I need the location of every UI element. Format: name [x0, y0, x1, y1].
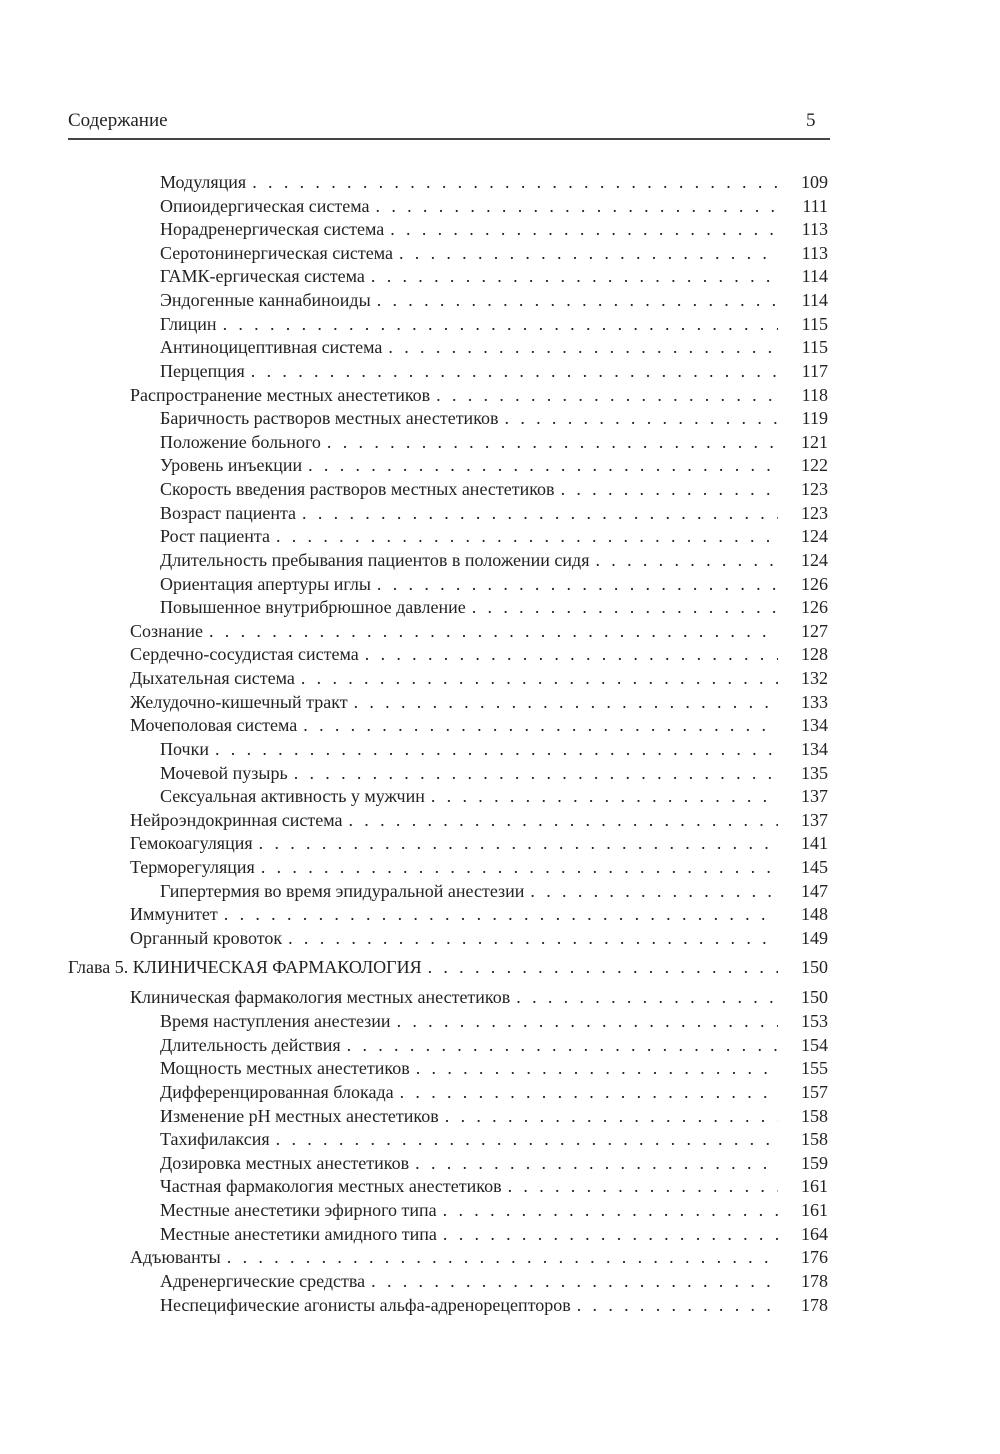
toc-entry-page: 159 — [801, 1152, 828, 1173]
toc-entry — [130, 926, 828, 950]
dot-leader — [259, 831, 778, 855]
toc-entry-label: Терморегуляция — [130, 856, 255, 877]
dot-leader — [365, 642, 778, 666]
toc-entry-page: 158 — [801, 1105, 828, 1126]
toc-entry — [160, 406, 828, 430]
toc-entry-page: 111 — [802, 195, 828, 216]
toc-entry — [160, 572, 828, 596]
dot-leader — [508, 1174, 778, 1198]
toc-entry — [160, 264, 828, 288]
toc-entry-label: Скорость введения растворов местных анестетиков — [160, 479, 555, 500]
toc-entry — [160, 1009, 828, 1033]
toc-entry-label: Мочевой пузырь — [160, 762, 288, 783]
toc-entry-page: 148 — [801, 904, 828, 925]
dot-leader — [516, 985, 778, 1009]
dot-leader — [377, 572, 778, 596]
toc-entry-page: 124 — [801, 526, 828, 547]
toc-entry — [160, 1127, 828, 1151]
dot-leader — [397, 1009, 778, 1033]
toc-entry-page: 135 — [801, 762, 828, 783]
toc-entry-page: 127 — [801, 620, 828, 641]
toc-entry-label: Гипертермия во время эпидуральной анестезии — [160, 880, 525, 901]
dot-leader — [223, 312, 778, 336]
dot-leader — [294, 761, 778, 785]
toc-entry-page: 134 — [801, 715, 828, 736]
toc-entry-page: 164 — [801, 1223, 828, 1244]
toc-entry — [160, 1033, 828, 1057]
toc-entry-page: 147 — [801, 880, 828, 901]
running-header-title: Содержание — [68, 110, 168, 131]
toc-entry-page: 176 — [801, 1247, 828, 1268]
toc-entry — [160, 879, 828, 903]
toc-entry — [130, 713, 828, 737]
toc-entry-page: 133 — [801, 691, 828, 712]
toc-entry-label: Длительность пребывания пациентов в положении сидя — [160, 549, 590, 570]
dot-leader — [472, 595, 778, 619]
toc-entry — [160, 1198, 828, 1222]
toc-entry-label: Опиоидергическая система — [160, 195, 370, 216]
toc-entry-page: 128 — [801, 644, 828, 665]
toc-entry — [160, 501, 828, 525]
dot-leader — [416, 1056, 778, 1080]
toc-entry — [160, 1151, 828, 1175]
toc-entry-page: 150 — [801, 957, 828, 978]
dot-leader — [302, 501, 778, 525]
toc-entry-page: 126 — [801, 597, 828, 618]
toc-entry-page: 150 — [801, 987, 828, 1008]
toc-entry-label: Ориентация апертуры иглы — [160, 573, 371, 594]
dot-leader — [561, 477, 778, 501]
dot-leader — [376, 194, 778, 218]
toc-entry-page: 154 — [801, 1034, 828, 1055]
toc-entry-label: Глицин — [160, 313, 217, 334]
toc-entry-label: Сексуальная активность у мужчин — [160, 786, 425, 807]
toc-entry-label: Частная фармакология местных анестетиков — [160, 1176, 502, 1197]
dot-leader — [308, 453, 778, 477]
dot-leader — [227, 1245, 778, 1269]
dot-leader — [303, 713, 778, 737]
dot-leader — [399, 241, 778, 265]
toc-entry-label: Дозировка местных анестетиков — [160, 1152, 410, 1173]
toc-entry-page: 141 — [801, 833, 828, 854]
toc-entry — [130, 383, 828, 407]
toc-entry-page: 114 — [801, 266, 828, 287]
toc-entry-page: 153 — [801, 1011, 828, 1032]
toc-entry-page: 132 — [801, 668, 828, 689]
toc-entry-label: Возраст пациента — [160, 502, 297, 523]
toc-entry-page: 178 — [801, 1270, 828, 1291]
dot-leader — [388, 335, 778, 359]
dot-leader — [301, 666, 778, 690]
dot-leader — [215, 737, 778, 761]
toc-entry-label: Мощность местных анестетиков — [160, 1058, 410, 1079]
toc-entry-page: 123 — [801, 502, 828, 523]
toc-entry-page: 149 — [801, 927, 828, 948]
toc-entry — [130, 619, 828, 643]
toc-entry-label: Местные анестетики амидного типа — [160, 1223, 437, 1244]
toc-entry-page: 137 — [801, 786, 828, 807]
dot-leader — [400, 1080, 778, 1104]
dot-leader — [276, 1127, 778, 1151]
toc-entry — [160, 784, 828, 808]
dot-leader — [224, 902, 778, 926]
toc-entry-label: Повышенное внутрибрюшное давление — [160, 597, 466, 618]
dot-leader — [390, 217, 778, 241]
dot-leader — [327, 430, 778, 454]
toc-entry-page: 157 — [801, 1081, 828, 1102]
dot-leader — [347, 1033, 778, 1057]
toc-entry-label: Изменение pH местных анестетиков — [160, 1105, 439, 1126]
toc-entry-label: Тахифилаксия — [160, 1129, 270, 1150]
toc-entry — [160, 1293, 828, 1317]
toc-entry — [160, 1104, 828, 1128]
toc-entry-label: Клиническая фармакология местных анестетиков — [130, 987, 511, 1008]
dot-leader — [530, 879, 778, 903]
toc-entry — [130, 902, 828, 926]
dot-leader — [349, 808, 779, 832]
dot-leader — [443, 1198, 778, 1222]
toc-entry-label: ГАМК-ергическая система — [160, 266, 365, 287]
toc-entry-label: Местные анестетики эфирного типа — [160, 1200, 437, 1221]
toc-entry-page: 178 — [801, 1294, 828, 1315]
dot-leader — [371, 1269, 778, 1293]
toc-entry — [160, 737, 828, 761]
toc-entry — [130, 690, 828, 714]
toc-chapter — [68, 955, 828, 979]
dot-leader — [428, 955, 778, 979]
toc-entry-label: Дыхательная система — [130, 668, 295, 689]
toc-entry-label: Органный кровоток — [130, 927, 283, 948]
dot-leader — [505, 406, 778, 430]
toc-entry — [130, 642, 828, 666]
toc-entry — [160, 359, 828, 383]
toc-entry-page: 121 — [801, 431, 828, 452]
toc-entry — [160, 761, 828, 785]
dot-leader — [209, 619, 778, 643]
toc-entry-label: Гемокоагуляция — [130, 833, 253, 854]
toc-entry-label: Дифференцированная блокада — [160, 1081, 394, 1102]
toc-entry — [130, 831, 828, 855]
dot-leader — [276, 524, 778, 548]
toc-entry — [160, 312, 828, 336]
toc-entry-label: Почки — [160, 738, 209, 759]
toc-entry — [160, 524, 828, 548]
dot-leader — [251, 359, 778, 383]
toc-entry-page: 118 — [801, 384, 828, 405]
toc-entry-label: Длительность действия — [160, 1034, 341, 1055]
toc-entry-page: 126 — [801, 573, 828, 594]
toc-entry-label: Адренергические средства — [160, 1270, 366, 1291]
toc-entry — [160, 335, 828, 359]
toc-entry — [160, 1174, 828, 1198]
toc-entry-label: Баричность растворов местных анестетиков — [160, 408, 499, 429]
toc-entry-label: Эндогенные каннабиноиды — [160, 290, 371, 311]
toc-entry — [130, 808, 828, 832]
dot-leader — [371, 264, 778, 288]
dot-leader — [445, 1104, 778, 1128]
toc-entry-page: 134 — [801, 738, 828, 759]
toc-entry — [160, 1080, 828, 1104]
page-number: 5 — [806, 110, 816, 131]
toc-entry-label: Иммунитет — [130, 904, 218, 925]
toc-entry-page: 161 — [801, 1200, 828, 1221]
toc-entry — [160, 595, 828, 619]
toc-entry-page: 117 — [801, 360, 828, 381]
toc-entry-page: 109 — [801, 172, 828, 192]
toc-entry-page: 155 — [801, 1058, 828, 1079]
toc-entry-page: 122 — [801, 455, 828, 476]
toc-entry-label: Сознание — [130, 620, 203, 641]
dot-leader — [288, 926, 778, 950]
toc-entry-label: Распространение местных анестетиков — [130, 384, 431, 405]
toc-entry-label: Неспецифические агонисты альфа-адренорецепторов — [160, 1294, 571, 1315]
toc-entry-label: Норадренергическая система — [160, 219, 385, 240]
toc-entry — [160, 1056, 828, 1080]
dot-leader — [577, 1293, 778, 1317]
toc-entry-label: Уровень инъекции — [160, 455, 303, 476]
toc-entry-page: 114 — [801, 290, 828, 311]
toc-entry-label: Модуляция — [160, 172, 247, 192]
toc-entry-label: Время наступления анестезии — [160, 1011, 391, 1032]
toc-entry-label: Глава 5. КЛИНИЧЕСКАЯ ФАРМАКОЛОГИЯ — [68, 957, 422, 978]
dot-leader — [415, 1151, 778, 1175]
toc-entry-label: Положение больного — [160, 431, 321, 452]
toc-entry — [160, 1269, 828, 1293]
toc-entry-label: Антиноцицептивная система — [160, 337, 383, 358]
toc-entry — [130, 1245, 828, 1269]
toc-entry-page: 124 — [801, 549, 828, 570]
toc-entry — [160, 453, 828, 477]
toc-entry-label: Адъюванты — [130, 1247, 221, 1268]
toc-entry — [160, 170, 828, 194]
dot-leader — [377, 288, 778, 312]
toc-entry — [160, 1222, 828, 1246]
toc-entry — [130, 985, 828, 1009]
toc-entry-page: 115 — [801, 313, 828, 334]
toc-entry-page: 158 — [801, 1129, 828, 1150]
dot-leader — [252, 170, 778, 194]
toc-entry-page: 161 — [801, 1176, 828, 1197]
toc-entry — [160, 430, 828, 454]
toc-entry — [160, 217, 828, 241]
toc-entry — [160, 288, 828, 312]
toc-entry-page: 113 — [801, 242, 828, 263]
toc-entry-label: Серотонинергическая система — [160, 242, 393, 263]
toc-entry — [130, 855, 828, 879]
dot-leader — [354, 690, 778, 714]
toc-entry — [160, 477, 828, 501]
header-rule — [68, 138, 830, 140]
toc-entry-label: Перцепция — [160, 360, 245, 381]
toc-entry-page: 123 — [801, 479, 828, 500]
toc-entry-page: 115 — [801, 337, 828, 358]
toc-entry-label: Рост пациента — [160, 526, 270, 547]
dot-leader — [261, 855, 778, 879]
toc-entry-label: Желудочно-кишечный тракт — [130, 691, 348, 712]
dot-leader — [595, 548, 778, 572]
toc-entry-label: Сердечно-сосудистая система — [130, 644, 359, 665]
toc-entry-page: 145 — [801, 856, 828, 877]
toc-entry-label: Мочеполовая система — [130, 715, 298, 736]
toc-entry-page: 119 — [801, 408, 828, 429]
toc-entry — [160, 548, 828, 572]
dot-leader — [443, 1222, 778, 1246]
dot-leader — [436, 383, 778, 407]
toc-entry — [130, 666, 828, 690]
toc-entry — [160, 194, 828, 218]
toc-entry — [160, 241, 828, 265]
dot-leader — [431, 784, 778, 808]
toc-entry-label: Нейроэндокринная система — [130, 809, 343, 830]
toc-entry-page: 113 — [801, 219, 828, 240]
toc-entry-page: 137 — [801, 809, 828, 830]
